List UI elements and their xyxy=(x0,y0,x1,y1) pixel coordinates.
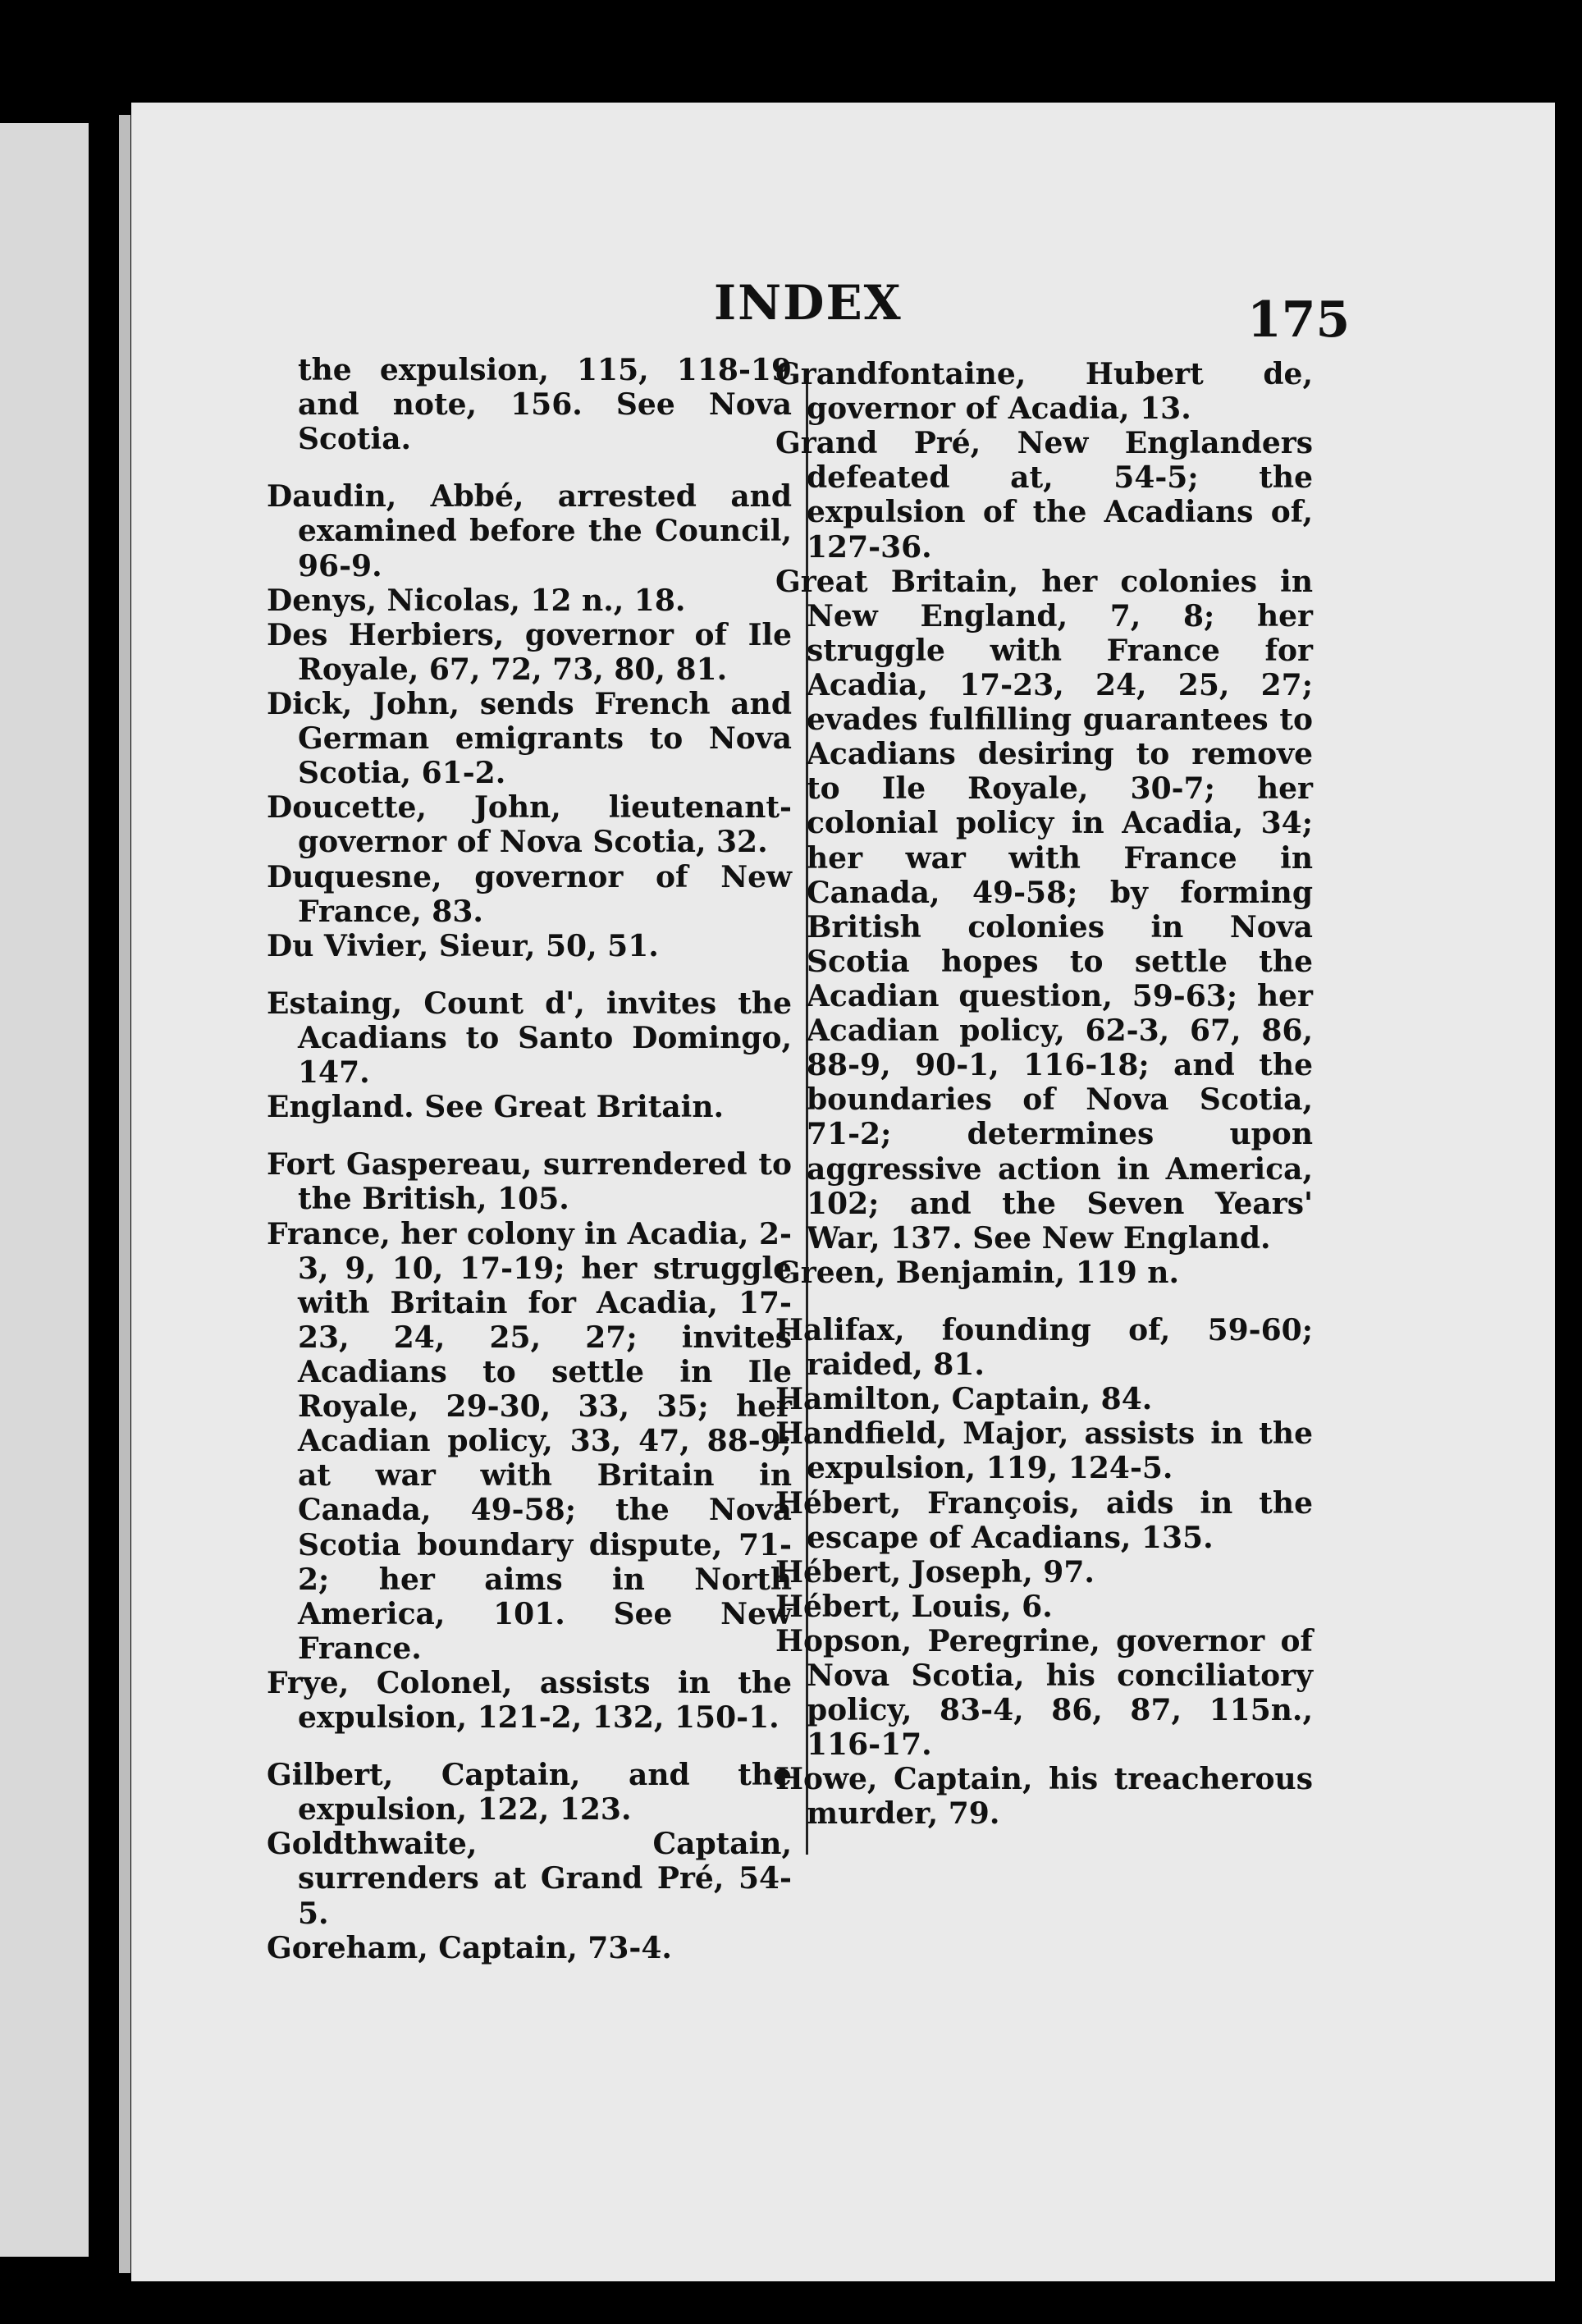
index-entry: Duquesne, governor of New France, 83. xyxy=(267,859,792,929)
index-entry: Goreham, Captain, 73-4. xyxy=(267,1930,672,1965)
index-column-right xyxy=(775,357,1313,1832)
index-entry: Hébert, Louis, 6. xyxy=(775,1589,1053,1624)
index-entry: Hébert, Joseph, 97. xyxy=(775,1554,1095,1590)
index-entry: Doucette, John, lieutenant-governor of Nova Scotia, 32. xyxy=(267,790,792,860)
index-entry: Grand Pré, New Englanders defeated at, 54-5; the expulsion of the Acadians of, 127-36. xyxy=(775,426,1313,565)
index-entry: Halifax, founding of, 59-60; raided, 81. xyxy=(775,1312,1313,1383)
index-column-left xyxy=(267,353,792,1965)
index-entry: Howe, Captain, his treacherous murder, 79. xyxy=(775,1762,1313,1832)
index-entry: Denys, Nicolas, 12 n., 18. xyxy=(267,583,686,618)
index-entry: Frye, Colonel, assists in the expulsion, 121-2, 132, 150-1. xyxy=(267,1665,792,1736)
index-entry: England. See Great Britain. xyxy=(267,1090,725,1125)
index-entry: Gilbert, Captain, and the expulsion, 122, 123. xyxy=(267,1758,792,1828)
index-entry: Daudin, Abbé, arrested and examined before the Council, 96-9. xyxy=(267,479,792,583)
index-entry: Hébert, François, aids in the escape of Acadians, 135. xyxy=(775,1485,1313,1555)
page-title: INDEX xyxy=(714,275,903,331)
previous-page-edge xyxy=(0,123,89,2257)
page-number: 175 xyxy=(1247,291,1351,349)
index-entry: Great Britain, her colonies in New England, 7, 8; her struggle with France for Acadia, 17-23, 24, 25, 27; evades fulfilling guarantees to Acadians desiring to remove to Ile Royale, 30-7; her colonial policy in Acadia, 34; her war with France in Canada, 49-58; by forming British colonies in Nova Scotia hopes to settle the Acadian question, 59-63; her Acadian policy, 62-3, 67, 86, 88-9, 90-1, 116-18; and the boundaries of Nova Scotia, 71-2; determines upon aggressive action in America, 102; and the Seven Years' War, 137. See New England. xyxy=(775,564,1313,1256)
index-entry: Handfield, Major, assists in the expulsion, 119, 124-5. xyxy=(775,1416,1313,1486)
index-entry: Hamilton, Captain, 84. xyxy=(775,1382,1153,1417)
index-entry: Green, Benjamin, 119 n. xyxy=(775,1255,1180,1290)
index-entry: Grandfontaine, Hubert de, governor of Acadia, 13. xyxy=(775,357,1313,427)
index-entry: Des Herbiers, governor of Ile Royale, 67, 72, 73, 80, 81. xyxy=(267,617,792,687)
index-entry: Du Vivier, Sieur, 50, 51. xyxy=(267,928,659,963)
index-entry: the expulsion, 115, 118-19 and note, 156. See Nova Scotia. xyxy=(298,353,792,457)
page-binding-shadow xyxy=(119,115,130,2273)
index-entry: Hopson, Peregrine, governor of Nova Scotia, his conciliatory policy, 83-4, 86, 87, 115n., 116-17. xyxy=(775,1623,1313,1763)
index-entry: Goldthwaite, Captain, surrenders at Grand Pré, 54-5. xyxy=(267,1827,792,1931)
index-entry: France, her colony in Acadia, 2-3, 9, 10, 17-19; her struggle with Britain for Acadia, 17-23, 24, 25, 27; invites Acadians to settle in Ile Royale, 29-30, 33, 35; her Acadian policy, 33, 47, 88-9; at war with Britain in Canada, 49-58; the Nova Scotia boundary dispute, 71-2; her aims in North America, 101. See New France. xyxy=(267,1216,792,1666)
index-entry: Fort Gaspereau, surrendered to the British, 105. xyxy=(267,1147,792,1217)
index-entry: Estaing, Count d', invites the Acadians to Santo Domingo, 147. xyxy=(267,986,792,1091)
index-entry: Dick, John, sends French and German emigrants to Nova Scotia, 61-2. xyxy=(267,686,792,791)
